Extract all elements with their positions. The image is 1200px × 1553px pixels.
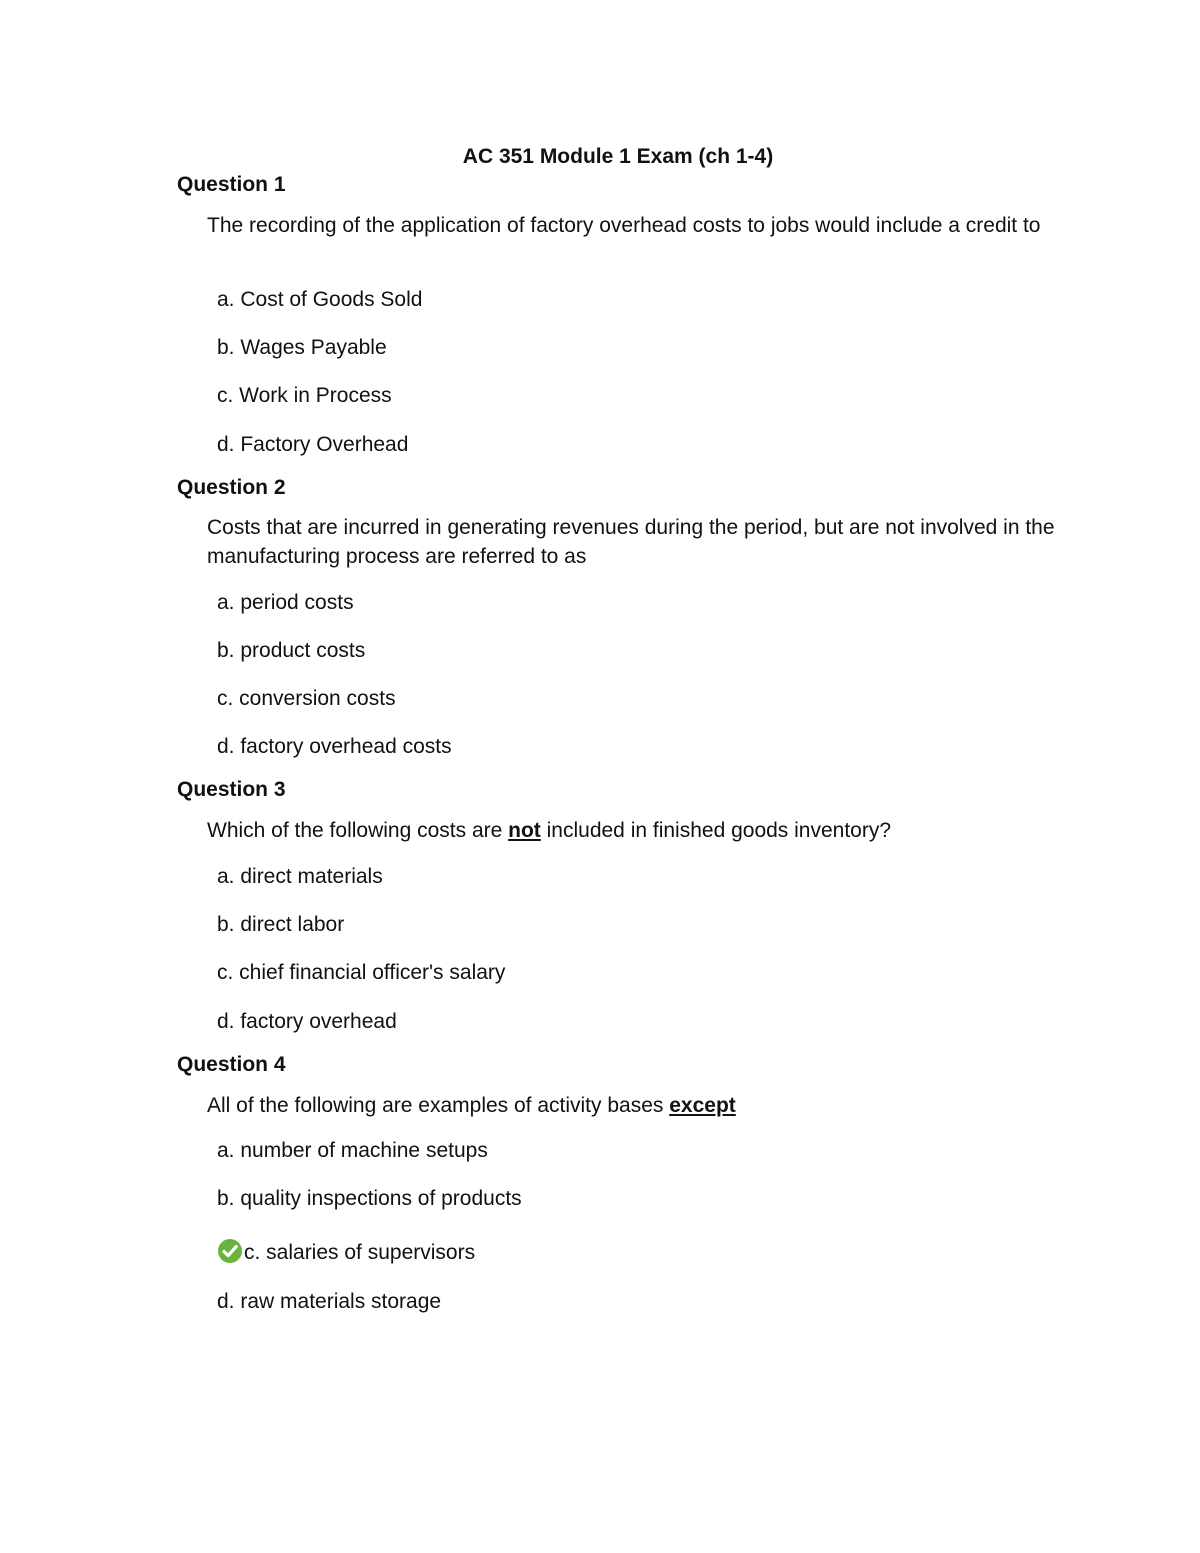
question-1-option-a: a. Cost of Goods Sold — [217, 288, 423, 311]
question-1-option-d: d. Factory Overhead — [217, 433, 409, 456]
question-3-stem-after: included in finished goods inventory? — [540, 819, 892, 842]
question-4-heading: Question 4 — [177, 1053, 286, 1076]
question-4-option-c — [217, 1238, 475, 1267]
question-2-option-c: c. conversion costs — [217, 687, 396, 710]
question-2-option-d: d. factory overhead costs — [217, 735, 452, 758]
question-4-option-d: d. raw materials storage — [217, 1290, 442, 1313]
question-4-option-b: b. quality inspections of products — [217, 1187, 522, 1210]
question-2-heading: Question 2 — [177, 476, 286, 499]
question-3-option-a: a. direct materials — [217, 865, 383, 888]
question-3-option-c: c. chief financial officer's salary — [217, 961, 506, 984]
question-1-option-b: b. Wages Payable — [217, 336, 387, 359]
question-1-heading: Question 1 — [177, 173, 286, 196]
question-3-heading: Question 3 — [177, 778, 286, 801]
question-2-stem: Costs that are incurred in generating revenues during the period, but are not involved in the manufacturing process are referred to as — [207, 516, 1055, 568]
question-3-stem — [207, 816, 1097, 845]
green-check-circle-icon — [217, 1238, 243, 1264]
question-3-stem-before: Which of the following costs are — [207, 819, 509, 842]
question-2-option-b: b. product costs — [217, 639, 366, 662]
question-4-option-a: a. number of machine setups — [217, 1139, 488, 1162]
question-4-stem-emphasis: except — [669, 1094, 736, 1117]
question-3-option-d: d. factory overhead — [217, 1010, 397, 1033]
question-3-stem-emphasis: not — [508, 819, 541, 842]
question-4-stem-before: All of the following are examples of activity bases — [207, 1094, 670, 1117]
question-1-option-c: c. Work in Process — [217, 384, 392, 407]
question-4-option-c-label: c. salaries of supervisors — [244, 1241, 476, 1264]
question-1-stem: The recording of the application of factory overhead costs to jobs would include a credit to — [207, 214, 1041, 237]
question-3-option-b: b. direct labor — [217, 913, 345, 936]
document-title: AC 351 Module 1 Exam (ch 1-4) — [462, 145, 774, 168]
question-4-stem — [207, 1091, 1097, 1120]
question-2-option-a: a. period costs — [217, 591, 354, 614]
